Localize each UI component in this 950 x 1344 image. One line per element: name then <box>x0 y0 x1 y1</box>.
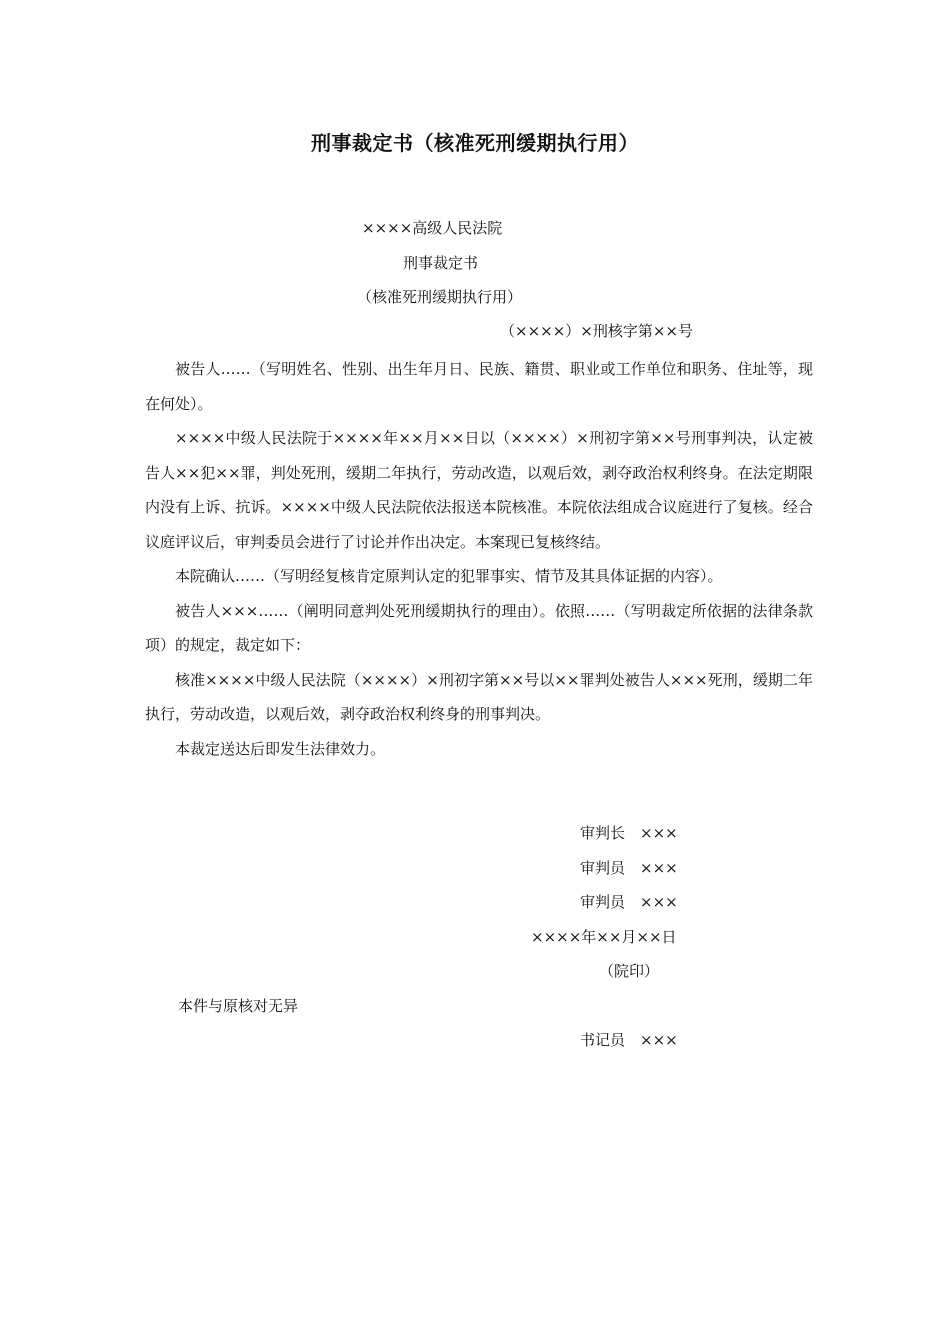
document-subtype: （核准死刑缓期执行用） <box>357 288 523 306</box>
document-body <box>145 352 813 766</box>
paragraph-court-confirmation: 本院确认……（写明经复核肯定原判认定的犯罪事实、情节及其具体证据的内容）。 <box>175 567 723 585</box>
verification-note: 本件与原核对无异 <box>178 997 299 1015</box>
document-title: 刑事裁定书（核准死刑缓期执行用） <box>311 131 639 155</box>
signature-judge-2: 审判员 ××× <box>580 893 678 911</box>
paragraph-effect: 本裁定送达后即发生法律效力。 <box>175 739 386 758</box>
document-type: 刑事裁定书 <box>403 254 479 272</box>
paragraph-ruling: 核准××××中级人民法院（××××）×刑初字第××号以××罪判处被告人×××死刑，缓期二年执行，劳动改造，以观后效，剥夺政治权利终身的刑事判决。 <box>145 670 813 723</box>
signature-judge-1: 审判员 ××× <box>580 859 678 877</box>
signature-clerk: 书记员 ××× <box>580 1031 678 1049</box>
signature-presiding-judge: 审判长 ××× <box>580 824 678 842</box>
paragraph-defendant-info: 被告人……（写明姓名、性别、出生年月日、民族、籍贯、职业或工作单位和职务、住址等，现在何处）。 <box>145 360 813 413</box>
case-number: （××××）×刑核字第××号 <box>500 322 693 340</box>
paragraph-case-history: ××××中级人民法院于××××年××月××日以（××××）×刑初字第××号刑事判决，认定被告人××犯××罪，判处死刑，缓期二年执行，劳动改造，以观后效，剥夺政治权利终身。在法定期限内没有上诉、抗诉。××××中级人民法院依法报送本院核准。本院依法组成合议庭进行了复核。经合议庭评议后，审判委员会进行了讨论并作出决定。本案现已复核终结。 <box>145 429 813 551</box>
paragraph-reasoning: 被告人×××……（阐明同意判处死刑缓期执行的理由）。依照……（写明裁定所依据的法律条款项）的规定，裁定如下： <box>145 601 813 654</box>
ruling-date: ××××年××月××日 <box>531 928 677 946</box>
court-seal: （院印） <box>599 962 660 980</box>
court-name: ××××高级人民法院 <box>362 219 503 237</box>
